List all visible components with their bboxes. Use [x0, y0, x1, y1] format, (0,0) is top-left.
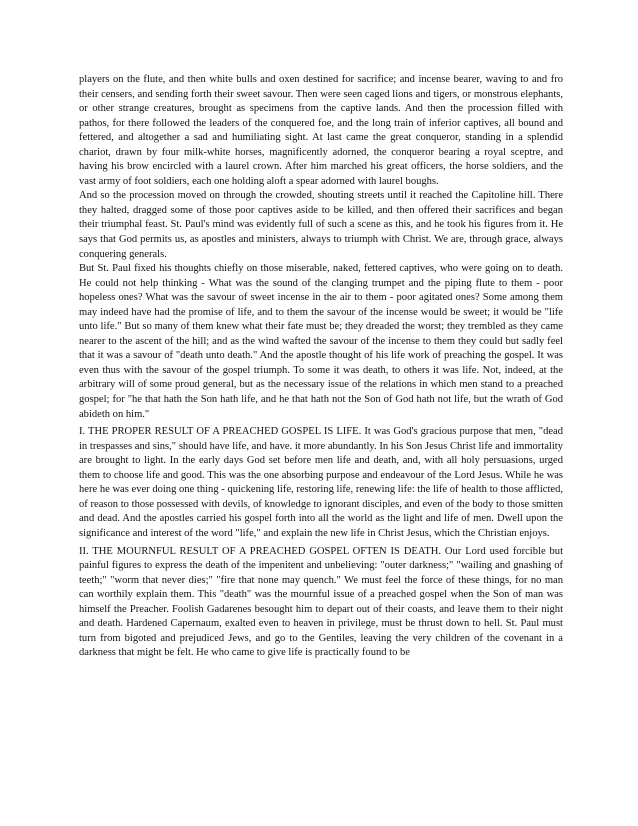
paragraph-procession: players on the flute, and then white bulls and oxen destined for sacrifice; and incense bearer, waving to and fro their censers, and sending forth their sweet savour. Then were seen caged lions and tigers, or monstrous elephants, or other strange creatures, brought as specimens from the captive lands. And then the procession filled with pathos, for there followed the leaders of the conquered foe, and the long train of inferior captives, all bound and fettered, and altogether a sad and humiliating sight. At last came the great conqueror, standing in a splendid chariot, drawn by four milk-white horses, magnificently adorned, the conqueror bearing a royal sceptre, and having his brow encircled with a laurel crown. After him marched his great officers, the horse soldiers, and the vast army of foot soldiers, each one holding aloft a spear adorned with laurel boughs.	[79, 74, 563, 187]
paragraph-captives: But St. Paul fixed his thoughts chiefly on those miserable, naked, fettered captives, who were going on to death. He could not help thinking - What was the sound of the clanging trumpet and the piping flute to them - poor hopeless ones? What was the savour of sweet incense in the air to them - poor agitated ones? Some among them may indeed have had the promise of life, and to them the savour of the incense would be sweet; it would be "life unto life." But so many of them knew what their fate must be; they dreaded the worst; they trembled as they came nearer to the ascent of the hill; and as the wind wafted the savour of the incense to them they could but sadly feel that it was a savour of "death unto death." And the apostle thought of his life work of preaching the gospel. It was even thus with the savour of the gospel triumph. To some it was death, to others it was life. Not, indeed, at the arbitrary will of some proud general, but as the necessary issue of the relations in which men stand to a preached gospel; for "he that hath the Son hath life, and he that hath not the Son of God hath not life, but the wrath of God abideth on him."	[79, 263, 563, 420]
document-page	[79, 73, 563, 661]
paragraph-capitoline-hill: And so the procession moved on through the crowded, shouting streets until it reached the Capitoline hill. There they halted, dragged some of those poor captives aside to be killed, and then offered their sacrifices and began their triumphal feast. St. Paul's mind was evidently full of such a scene as this, and he took his figures from it. He says that God permits us, as apostles and ministers, always to triumph with Christ. We are, through grace, always conquering generals.	[79, 190, 563, 260]
paragraph-section-two-death: II. THE MOURNFUL RESULT OF A PREACHED GOSPEL OFTEN IS DEATH. Our Lord used forcible but painful figures to express the death of the impenitent and unbelieving: "outer darkness;" "wailing and gnashing of teeth;" "worm that never dies;" "fire that none may quench." We must feel the force of these things, for no man can worthily explain them. This "death" was the mournful issue of a preached gospel when the Son of man was himself the Preacher. Foolish Gadarenes besought him to depart out of their coasts, and leave them to their night and death. Hardened Capernaum, exalted even to heaven in privilege, must be thrust down to hell. St. Paul must turn from bigoted and prejudiced Jews, and go to the Gentiles, leaving the very children of the covenant in a darkness that might be felt. He who came to give life is practically found to be	[79, 545, 563, 659]
paragraph-section-one-life: I. THE PROPER RESULT OF A PREACHED GOSPEL IS LIFE. It was God's gracious purpose that men, "dead in trespasses and sins," should have life, and have. it more abundantly. In his Son Jesus Christ life and immortality are brought to light. In the early days God set before men life and death, and, with all holy persuasions, urged them to choose life and good. This was the one absorbing purpose and endeavour of the Lord Jesus. While he was here he was ever doing one thing - quickening life, restoring life, renewing life: the life of health to those afflicted, of reason to those possessed with devils, of knowledge to ignorant disciples, and even of the body to those smitten and dead. And the apostles carried his gospel forth into all the world as the light and life of men. Dwell upon the significance and interest of the word "life," and explain the new life in Christ Jesus, which the Christian enjoys.	[79, 426, 563, 539]
